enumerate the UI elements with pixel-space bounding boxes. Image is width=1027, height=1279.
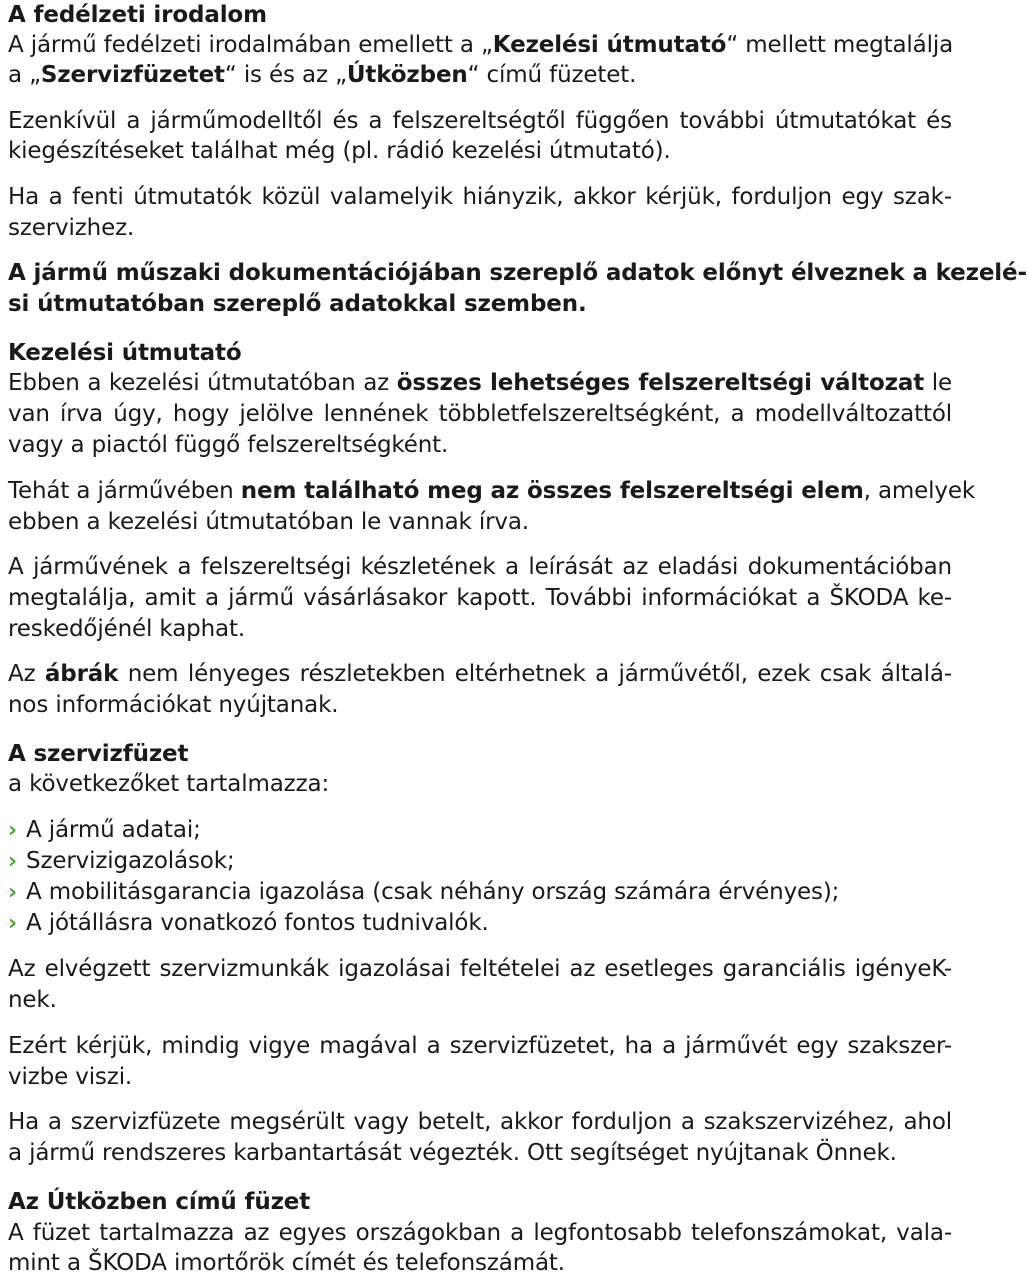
list-item: › A jótállásra vonatkozó fontos tudnivalók. <box>8 908 489 939</box>
list-item: › A jármű adatai; <box>8 815 201 846</box>
paragraph-line: a következőket tartalmazza: <box>8 771 330 797</box>
section-heading-utkozben: Az Útközben című füzet <box>8 1189 311 1215</box>
list-item: › A mobilitásgarancia igazolása (csak néhány ország számára érvényes); <box>8 877 839 908</box>
paragraph-line: reskedőjénél kaphat. <box>8 616 245 642</box>
paragraph-line: Ha a szervizfüzete megsérült vagy betelt, akkor forduljon a szakszervizéhez, ahol <box>8 1109 952 1135</box>
paragraph-line: nek. <box>8 987 57 1013</box>
paragraph-line: Ebben a kezelési útmutatóban az összes lehetséges felszereltségi változat le <box>8 370 952 396</box>
section-heading-fedelzeti: A fedélzeti irodalom <box>8 2 267 28</box>
paragraph-line: Ezért kérjük, mindig vigye magával a szervizfüzetet, ha a járművét egy szakszer- <box>8 1033 952 1059</box>
paragraph-line: a jármű rendszeres karbantartását végezték. Ott segítséget nyújtanak Önnek. <box>8 1140 897 1166</box>
paragraph-line: van írva úgy, hogy jelölve lennének többletfelszereltségként, a modellváltozattól <box>8 401 952 427</box>
paragraph-line: A járművének a felszereltségi készletének a leírását az eladási dokumentációban <box>8 554 952 580</box>
paragraph-line: vizbe viszi. <box>8 1064 133 1090</box>
paragraph-line: A jármű műszaki dokumentációjában szereplő adatok előnyt élveznek a kezelé- <box>8 260 1027 286</box>
paragraph-line: a „Szervizfüzetet“ is és az „Útközben“ című füzetet. <box>8 62 637 88</box>
section-heading-szerviz: A szervizfüzet <box>8 741 189 767</box>
list-item: › Szervizigazolások; <box>8 846 235 877</box>
paragraph-line: vagy a piactól függő felszereltségként. <box>8 432 449 458</box>
paragraph-line: kiegészítéseket találhat még (pl. rádió kezelési útmutató). <box>8 138 671 164</box>
paragraph-line: A jármű fedélzeti irodalmában emellett a „Kezelési útmutató“ mellett megtalálja <box>8 32 954 58</box>
paragraph-line: ebben a kezelési útmutatóban le vannak írva. <box>8 509 529 535</box>
paragraph-line: megtalálja, amit a jármű vásárlásakor kapott. További információkat a ŠKODA ke- <box>8 585 952 611</box>
paragraph-line: Ha a fenti útmutatók közül valamelyik hiányzik, akkor kérjük, forduljon egy szak- <box>8 184 952 210</box>
paragraph-line: Az elvégzett szervizmunkák igazolásai feltételei az esetleges garanciális igényeK- <box>8 956 952 982</box>
chevron-right-icon: › <box>8 880 17 905</box>
paragraph-line: si útmutatóban szereplő adatokkal szemben. <box>8 291 587 317</box>
paragraph-line: nos információkat nyújtanak. <box>8 692 339 718</box>
paragraph-line: mint a ŠKODA imortőrök címét és telefonszámát. <box>8 1250 565 1276</box>
chevron-right-icon: › <box>8 911 17 936</box>
section-heading-kezelesi: Kezelési útmutató <box>8 340 242 366</box>
paragraph-line: Ezenkívül a járműmodelltől és a felszereltségtől függően további útmutatókat és <box>8 108 952 134</box>
paragraph-line: Az ábrák nem lényeges részletekben eltérhetnek a járművétől, ezek csak általá- <box>8 661 952 687</box>
paragraph-line: Tehát a járművében nem található meg az összes felszereltségi elem, amelyek <box>8 478 976 504</box>
paragraph-line: A füzet tartalmazza az egyes országokban a legfontosabb telefonszámokat, vala- <box>8 1220 952 1246</box>
chevron-right-icon: › <box>8 849 17 874</box>
paragraph-line: szervizhez. <box>8 215 135 241</box>
chevron-right-icon: › <box>8 818 17 843</box>
